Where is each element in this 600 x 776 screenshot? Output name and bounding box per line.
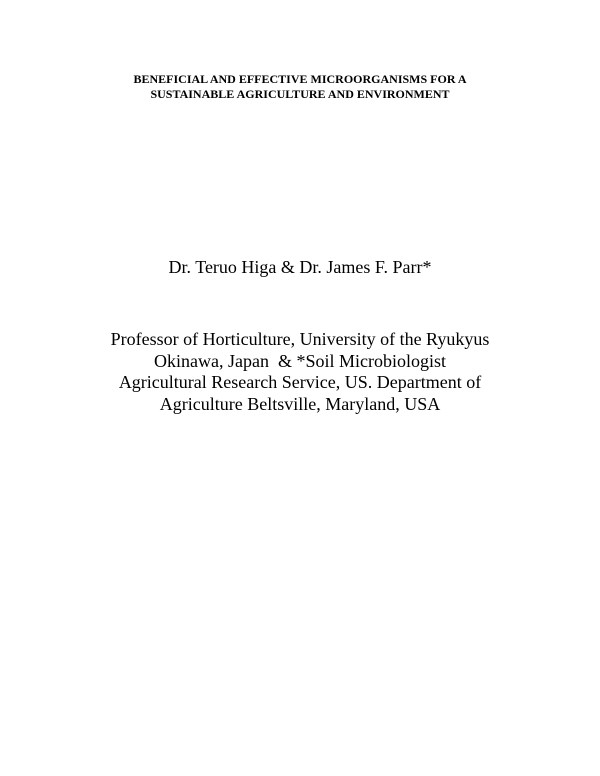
affiliation-line-1: Professor of Horticulture, University of the Ryukyus: [110, 329, 490, 349]
affiliation-line-4: Agriculture Beltsville, Maryland, USA: [159, 393, 441, 414]
document-title: [0, 72, 600, 102]
affiliation-line-2: Okinawa, Japan & *Soil Microbiologist: [154, 350, 446, 371]
author-affiliation: [0, 329, 600, 415]
affiliation-line-3: Agricultural Research Service, US. Department of: [118, 372, 482, 392]
title-line-1: BENEFICIAL AND EFFECTIVE MICROORGANISMS FOR A: [133, 72, 467, 86]
author-names: Dr. Teruo Higa & Dr. James F. Parr*: [168, 257, 432, 277]
title-line-2: SUSTAINABLE AGRICULTURE AND ENVIRONMENT: [150, 87, 450, 101]
